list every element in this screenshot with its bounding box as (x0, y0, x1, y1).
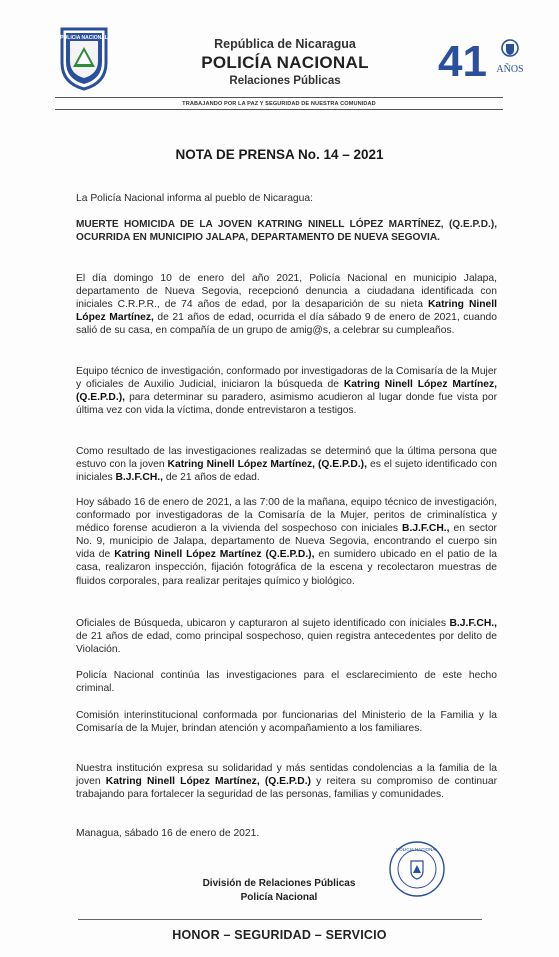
paragraph-2: Equipo técnico de investigación, conformado por investigadoras de la Comisaría de la Mujer y oficiales de Auxilio Judicial, iniciaron la búsqueda de Katring Ninell López Martínez, (Q.E.P.D.), para determinar su paradero, asimismo acudieron al lugar donde fue vista por última vez con vida la víctima, donde entrevistaron a testigos. (76, 366, 497, 417)
anniversary-word: AÑOS (496, 64, 524, 75)
paragraph-7: Comisión interinstitucional conformada por funcionarias del Ministerio de la Familia y la Comisaría de la Mujer, brindan atención y acompañamiento a los familiares. (76, 710, 497, 735)
footer-motto: HONOR – SEGURIDAD – SERVICIO (172, 928, 387, 942)
header-rule-bottom (55, 109, 503, 110)
paragraph-1: El día domingo 10 de enero del año 2021, Policía Nacional en municipio Jalapa, departamento de Nueva Segovia, recepcionó denuncia a ciudadana identificada con iniciales C.R.P.R., de 74 años de edad, por la desaparición de su nieta Katring Ninell López Martínez, de 21 años de edad, ocurrida el día sábado 9 de enero de 2021, cuando salió de su casa, en compañía de un grupo de amig@s, a celebrar su cumpleaños. (76, 273, 498, 337)
shield-text: POLICIA NACIONAL (60, 35, 108, 41)
closing-date: Managua, sábado 16 de enero de 2021. (76, 828, 260, 839)
paragraph-5: Oficiales de Búsqueda, ubicaron y capturaron al sujeto identificado con iniciales B.J.F.CH., de 21 años de edad, como principal sospechoso, quien registra antecedentes por delito de Violación. (76, 618, 497, 656)
policia-nacional-shield-logo (58, 25, 110, 91)
republic-heading: República de Nicaragua (214, 37, 356, 51)
seal-text: POLICIA NACIONAL (396, 847, 438, 852)
policia-nacional-seal (388, 840, 446, 898)
signature-department: División de Relaciones Públicas (202, 878, 356, 889)
agency-heading: POLICÍA NACIONAL (201, 53, 369, 72)
header-rule-top (55, 97, 503, 98)
headline: MUERTE HOMICIDA DE LA JOVEN KATRING NINELL LÓPEZ MARTÍNEZ, (Q.E.P.D.), OCURRIDA EN MUNICIPIO JALAPA, DEPARTAMENTO DE NUEVA SEGOVIA. (76, 219, 497, 244)
paragraph-3: Como resultado de las investigaciones realizadas se determinó que la última persona que estuvo con la joven Katring Ninell López Martínez, (Q.E.P.D.), es el sujeto identificado con iniciales B.J.F.CH., de 21 años de edad. (76, 446, 498, 484)
anniversary-41-logo (438, 34, 528, 84)
signature-agency: Policía Nacional (240, 892, 318, 903)
paragraph-8: Nuestra institución expresa su solidaridad y más sentidas condolencias a la familia de la joven Katring Ninell López Martínez, (Q.E.P.D.) y reitera su compromiso de continuar trabajando para fortalecer la seguridad de las personas, familias y comunidades. (76, 763, 498, 801)
intro-paragraph: La Policía Nacional informa al pueblo de Nicaragua: (76, 193, 313, 204)
footer-rule (78, 919, 482, 920)
anniversary-number: 41 (438, 37, 487, 84)
paragraph-6: Policía Nacional continúa las investigaciones para el esclarecimiento de este hecho criminal. (76, 670, 497, 695)
header-motto: TRABAJANDO POR LA PAZ Y SEGURIDAD DE NUESTRA COMUNIDAD (182, 101, 376, 107)
press-release-title: NOTA DE PRENSA No. 14 – 2021 (175, 147, 384, 162)
department-heading: Relaciones Públicas (229, 75, 341, 87)
paragraph-4: Hoy sábado 16 de enero de 2021, a las 7:00 de la mañana, equipo técnico de investigación, conformado por investigadoras de la Comisaría de la Mujer, peritos de criminalística y médico forense acudieron a la vivienda del sospechoso con iniciales B.J.F.CH., en sector No. 9, municipio de Jalapa, departamento de Nueva Segovia, encontrando el cuerpo sin vida de Katring Ninell López Martínez (Q.E.P.D.), en sumidero ubicado en el patio de la casa, realizaron inspección, fijación fotográfica de la escena y recolectaron muestras de fluidos corporales, para realizar peritajes químico y biológico. (76, 497, 497, 587)
